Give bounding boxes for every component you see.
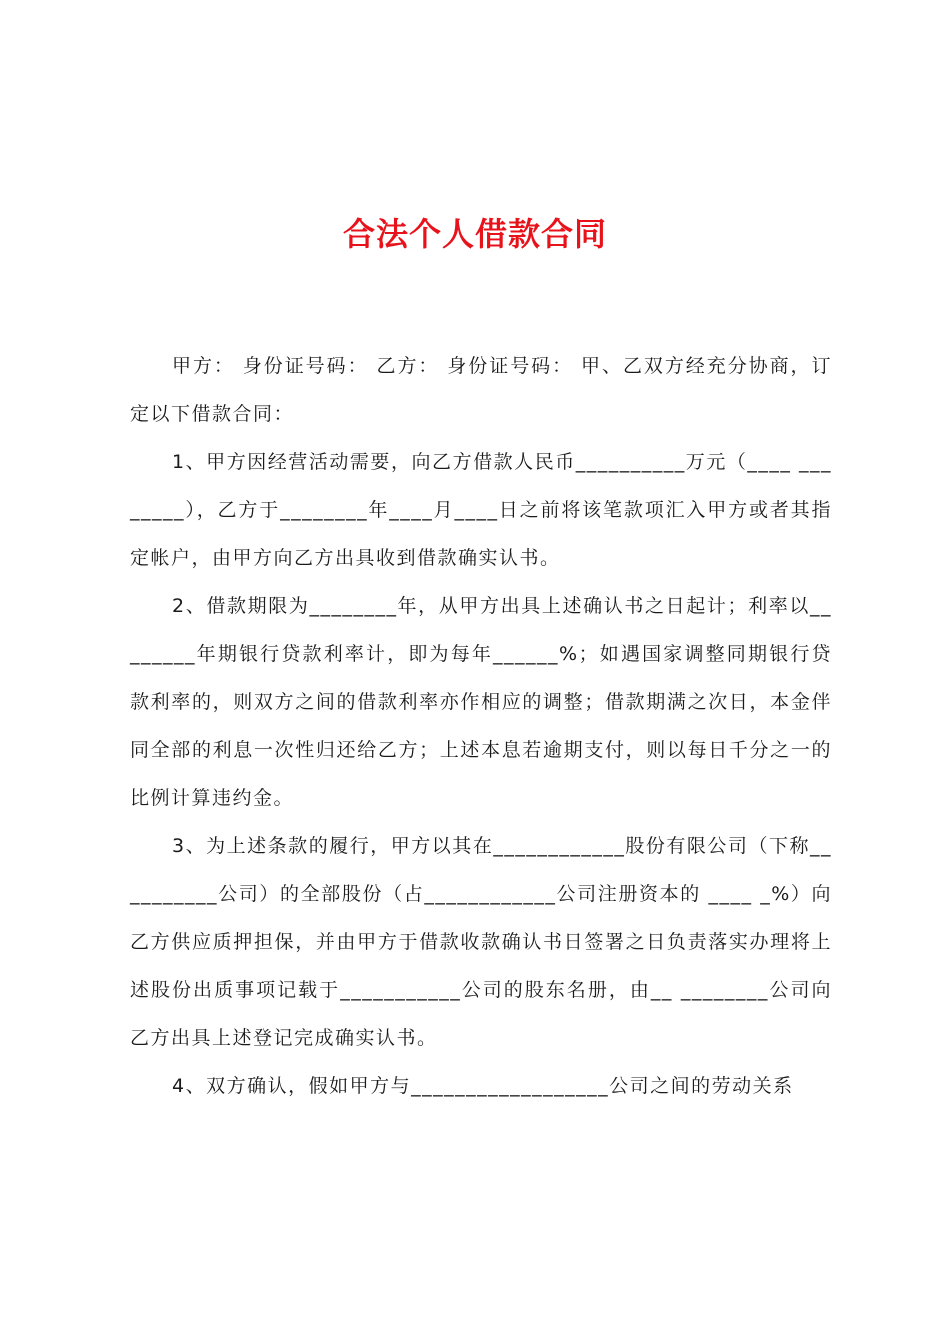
document-body (130, 342, 832, 1110)
paragraph-clause-2: 2、借款期限为________年，从甲方出具上述确认书之日起计；利率以________年期银行贷款利率计，即为每年______%；如遇国家调整同期银行贷款利率的，则双方之间的借款利率亦作相应的调整；借款期满之次日，本金伴同全部的利息一次性归还给乙方；上述本息若逾期支付，则以每日千分之一的比例计算违约金。 (130, 595, 832, 809)
paragraph-clause-3: 3、为上述条款的履行，甲方以其在____________股份有限公司（下称__________公司）的全部股份（占____________公司注册资本的 ____ _%）向乙方供应质押担保，并由甲方于借款收款确认书日签署之日负责落实办理将上述股份出质事项记载于___________公司的股东名册，由__ ________公司向乙方出具上述登记完成确实认书。 (130, 835, 832, 1049)
paragraph-intro: 甲方： 身份证号码： 乙方： 身份证号码： 甲、乙双方经充分协商，订定以下借款合同： (130, 355, 832, 425)
document-title: 合法个人借款合同 (342, 215, 607, 253)
paragraph-clause-4: 4、双方确认，假如甲方与__________________公司之间的劳动关系 (172, 1075, 794, 1097)
paragraph-clause-1: 1、甲方因经营活动需要，向乙方借款人民币__________万元（____ ________），乙方于________年____月____日之前将该笔款项汇入甲方或者其指定帐户，由甲方向乙方出具收到借款确实认书。 (130, 451, 832, 569)
